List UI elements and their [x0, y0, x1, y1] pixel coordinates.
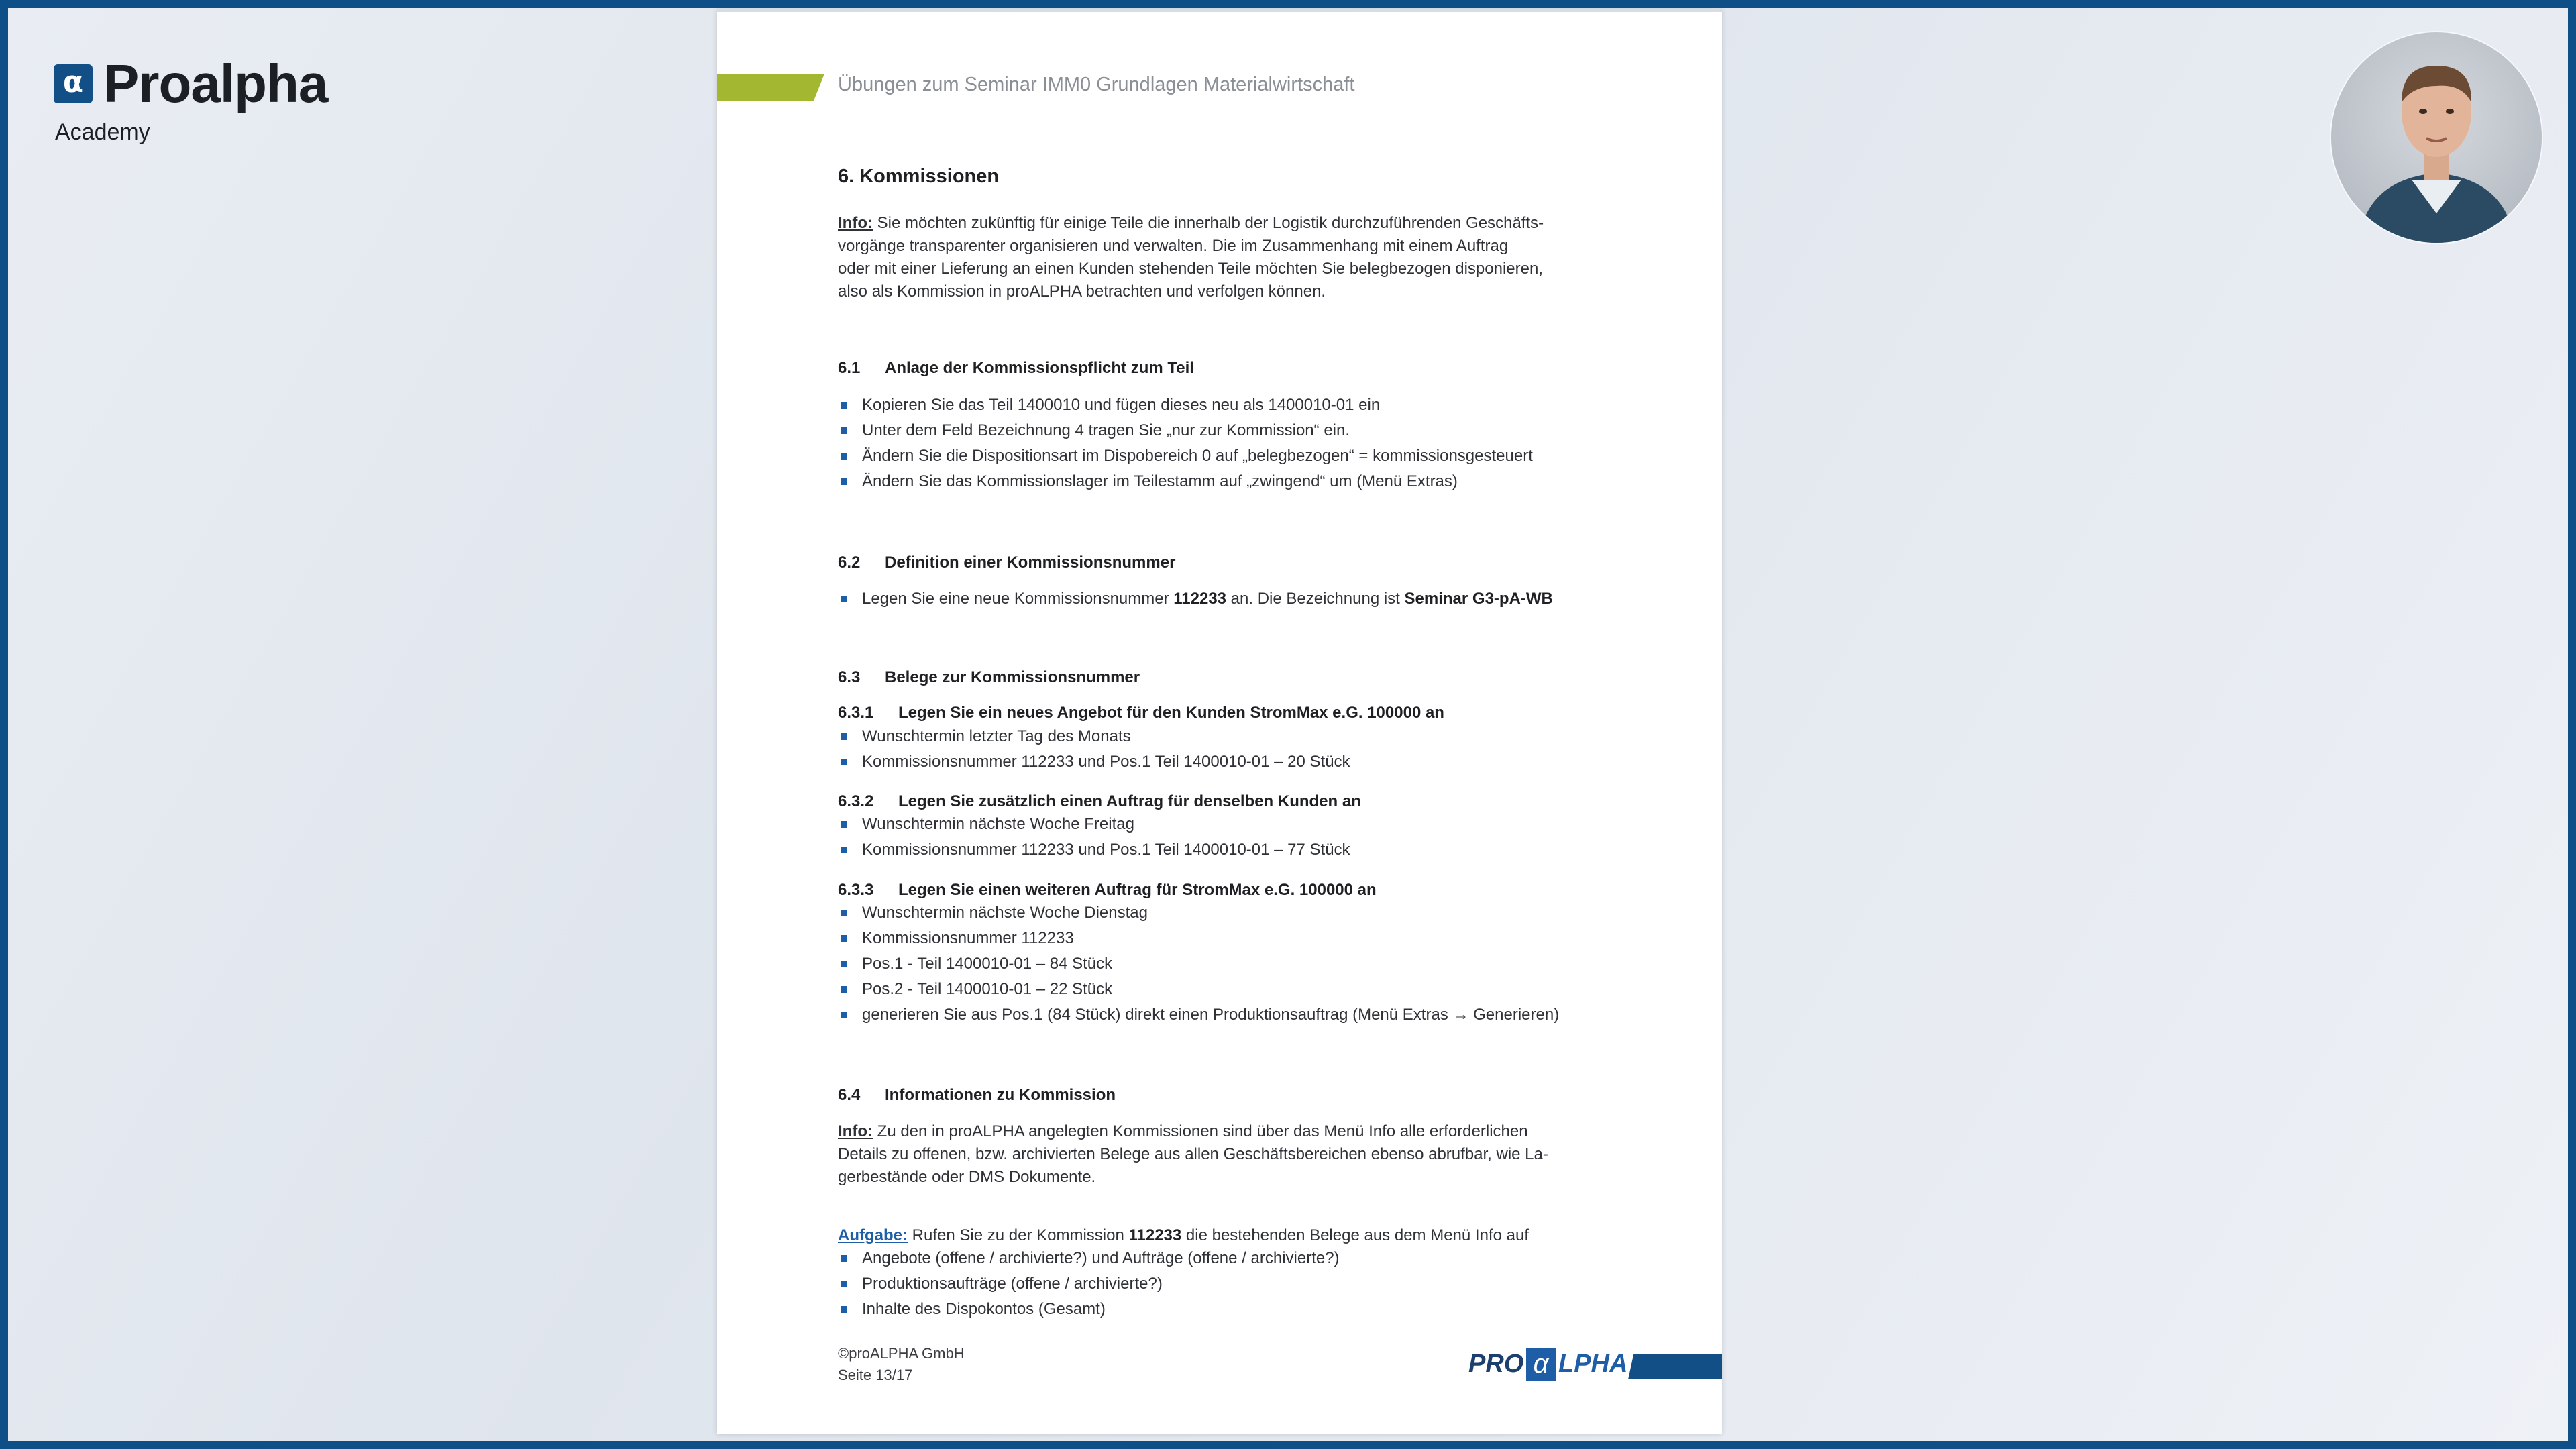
alpha-logo-icon: α — [54, 64, 93, 103]
section-6-3-3-list — [838, 900, 1559, 1028]
list-item: Wunschtermin letzter Tag des Monats — [838, 724, 1350, 749]
page-number: Seite 13/17 — [838, 1366, 913, 1383]
footer-accent-stripe — [1628, 1354, 1722, 1379]
list-item: Ändern Sie das Kommissionslager im Teilestamm auf „zwingend“ um (Menü Extras) — [838, 469, 1533, 494]
logo-lpha: LPHA — [1558, 1350, 1628, 1378]
section-number: 6.3 — [838, 668, 861, 686]
section-title: Definition einer Kommissionsnummer — [885, 553, 1176, 572]
section-6-3-heading — [838, 666, 1140, 689]
intro-line-3: oder mit einer Lieferung an einen Kunden stehenden Teile möchten Sie belegbezogen disponieren, — [838, 260, 1543, 278]
commission-name: Seminar G3-pA-WB — [1404, 590, 1553, 608]
list-item: Kommissionsnummer 112233 und Pos.1 Teil 1400010-01 – 20 Stück — [838, 749, 1350, 775]
list-item: Pos.1 - Teil 1400010-01 – 84 Stück — [838, 951, 1559, 977]
section-title: Anlage der Kommissionspflicht zum Teil — [885, 359, 1194, 377]
section-6-3-1-heading — [838, 702, 1444, 724]
brand-subtitle: Academy — [55, 119, 150, 145]
list-item: Angebote (offene / archivierte?) und Aufträge (offene / archivierte?) — [838, 1246, 1340, 1271]
section-6-2-heading — [838, 551, 1175, 574]
task-text: die bestehenden Belege aus dem Menü Info auf — [1181, 1226, 1529, 1244]
intro-line-1: Sie möchten zukünftig für einige Teile die innerhalb der Logistik durchzuführenden Geschäfts- — [877, 214, 1544, 232]
info-line-1: Zu den in proALPHA angelegten Kommissionen sind über das Menü Info alle erforderlichen — [877, 1122, 1528, 1140]
document-header: Übungen zum Seminar IMM0 Grundlagen Materialwirtschaft — [838, 74, 1355, 95]
section-6-2-list — [838, 586, 1553, 612]
section-number: 6.3.1 — [838, 704, 874, 722]
presenter-icon — [2331, 32, 2542, 243]
task-label: Aufgabe: — [838, 1226, 908, 1244]
intro-line-4: also als Kommission in proALPHA betrachten und verfolgen können. — [838, 282, 1326, 301]
commission-number: 112233 — [1173, 590, 1227, 608]
task-line — [838, 1224, 1529, 1247]
intro-line-2: vorgänge transparenter organisieren und verwalten. Die im Zusammenhang mit einem Auftrag — [838, 237, 1509, 255]
section-6-3-3-heading — [838, 879, 1377, 902]
section-title: Belege zur Kommissionsnummer — [885, 668, 1140, 686]
section-title: Legen Sie zusätzlich einen Auftrag für denselben Kunden an — [898, 792, 1361, 810]
section-title: Legen Sie einen weiteren Auftrag für StromMax e.G. 100000 an — [898, 881, 1377, 899]
section-6-4-list — [838, 1246, 1340, 1322]
header-accent-bar — [717, 74, 824, 101]
section-number: 6.2 — [838, 553, 861, 572]
list-item: Pos.2 - Teil 1400010-01 – 22 Stück — [838, 977, 1559, 1002]
logo-alpha: α — [1526, 1348, 1556, 1381]
list-item: Unter dem Feld Bezeichnung 4 tragen Sie „nur zur Kommission“ ein. — [838, 418, 1533, 443]
info-line-2: Details zu offenen, bzw. archivierten Belege aus allen Geschäftsbereichen ebenso abrufbar, wie La- — [838, 1145, 1548, 1163]
section-6-1-list — [838, 392, 1533, 494]
info-line-3: gerbestände oder DMS Dokumente. — [838, 1168, 1096, 1186]
list-item: Wunschtermin nächste Woche Freitag — [838, 812, 1350, 837]
section-number: 6.3.3 — [838, 881, 874, 899]
section-6-3-2-heading — [838, 790, 1361, 813]
list-item: generieren Sie aus Pos.1 (84 Stück) direkt einen Produktionsauftrag (Menü Extras → Generieren) — [838, 1002, 1559, 1028]
intro-info — [838, 212, 1544, 303]
presentation-frame — [8, 8, 2568, 1441]
item-text: Legen Sie eine neue Kommissionsnummer — [862, 590, 1174, 608]
copyright: ©proALPHA GmbH — [838, 1345, 965, 1362]
section-6-1-heading — [838, 357, 1194, 380]
section-6-3-2-list — [838, 812, 1350, 863]
info-label: Info: — [838, 1122, 873, 1140]
list-item: Wunschtermin nächste Woche Dienstag — [838, 900, 1559, 926]
document-page — [717, 9, 1722, 1434]
brand-name: Proalpha — [103, 54, 328, 113]
list-item — [838, 586, 1553, 612]
task-commission-number: 112233 — [1128, 1226, 1182, 1244]
section-6-3-1-list — [838, 724, 1350, 775]
info-label: Info: — [838, 214, 873, 232]
section-6-4-info — [838, 1120, 1548, 1189]
section-title: Legen Sie ein neues Angebot für den Kunden StromMax e.G. 100000 an — [898, 704, 1444, 722]
section-title: Informationen zu Kommission — [885, 1086, 1116, 1104]
section-number: 6.1 — [838, 359, 861, 377]
item-text: an. Die Bezeichnung ist — [1226, 590, 1405, 608]
page-footer — [838, 1343, 965, 1386]
list-item: Produktionsaufträge (offene / archivierte?) — [838, 1271, 1340, 1297]
presenter-webcam — [2331, 32, 2542, 243]
chapter-title: 6. Kommissionen — [838, 166, 1000, 187]
section-6-4-heading — [838, 1084, 1116, 1107]
list-item: Inhalte des Dispokontos (Gesamt) — [838, 1297, 1340, 1322]
section-number: 6.3.2 — [838, 792, 874, 810]
list-item: Ändern Sie die Dispositionsart im Dispobereich 0 auf „belegbezogen“ = kommissionsgesteuert — [838, 443, 1533, 469]
task-text: Rufen Sie zu der Kommission — [908, 1226, 1129, 1244]
list-item: Kommissionsnummer 112233 und Pos.1 Teil 1400010-01 – 77 Stück — [838, 837, 1350, 863]
logo-pro: PRO — [1468, 1350, 1524, 1378]
list-item: Kommissionsnummer 112233 — [838, 926, 1559, 951]
list-item: Kopieren Sie das Teil 1400010 und fügen dieses neu als 1400010-01 ein — [838, 392, 1533, 418]
section-number: 6.4 — [838, 1086, 861, 1104]
